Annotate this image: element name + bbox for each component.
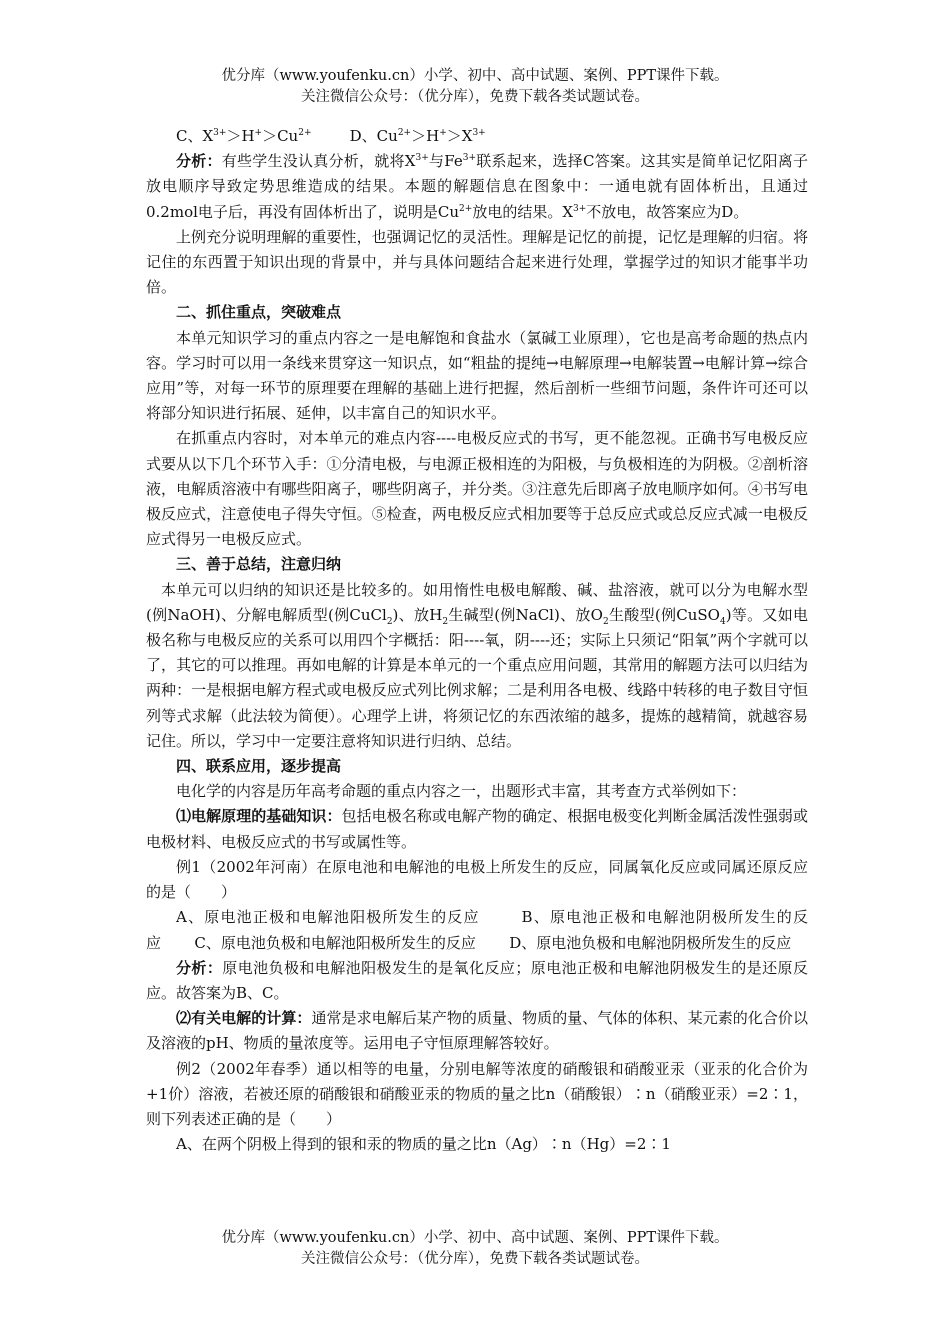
section-4-item-1: ⑴电解原理的基础知识：包括电极名称或电解产物的确定、根据电极变化判断金属活泼性强弱或电极材料、电极反应式的书写或属性等。 <box>146 807 808 851</box>
analysis-label: 分析： <box>176 152 222 171</box>
analysis-paragraph-2: 分析：原电池负极和电解池阳极发生的是氧化反应；原电池正极和电解池阴极发生的是还原反应。故答案为B、C。 <box>146 958 808 1002</box>
page-header <box>0 66 950 108</box>
footer-line-1: 优分库（www.youfenku.cn）小学、初中、高中试题、案例、PPT课件下载。 <box>221 1230 729 1246</box>
example-1-option-a: A、原电池正极和电解池阳极所发生的反应 <box>176 908 480 927</box>
understanding-paragraph: 上例充分说明理解的重要性，也强调记忆的灵活性。理解是记忆的前提，记忆是理解的归宿。将记住的东西置于知识出现的背景中，并与具体问题结合起来进行处理，掌握学过的知识才能事半功倍。 <box>146 227 808 297</box>
analysis-paragraph-1: 分析：有些学生没认真分析，就将$X^{3+}$与$Fe^{3+}$联系起来，选择C答案。这其实是简单记忆阳离子放电顺序导致定势思维造成的结果。本题的解题信息在图象中：一通电就有固体析出，且通过0.2mol电子后，再没有固体析出了，说明是$Cu^{2+}$放电的结果。$X^{3+}$不放电，故答案应为D。 <box>146 152 808 221</box>
section-2-paragraph-2: 在抓重点内容时，对本单元的难点内容----电极反应式的书写，更不能忽视。正确书写电极反应式要从以下几个环节入手：①分清电极，与电源正极相连的为阳极，与负极相连的为阴极。②剖析溶液，电解质溶液中有哪些阳离子，哪些阴离子，并分类。③注意先后即离子放电顺序如何。④书写电极反应式，注意使电子得失守恒。⑤检查，两电极反应式相加要等于总反应式或总反应式减一电极反应式得另一电极反应式。 <box>146 429 808 549</box>
section-4-title: 四、联系应用，逐步提高 <box>176 757 342 776</box>
document-body <box>146 124 808 1157</box>
section-3-title: 三、善于总结，注意归纳 <box>176 555 342 574</box>
section-3-paragraph: 本单元可以归纳的知识还是比较多的。如用惰性电极电解酸、碱、盐溶液，就可以分为电解水型(例NaOH)、分解电解质型(例CuCl$_2$)、放$H_2$生碱型(例NaCl)、放$O_2$生酸型(例CuSO$_4$)等。又如电极名称与电极反应的关系可以用四个字概括：阳----氧，阴----还；实际上只须记“阳氧”两个字就可以了，其它的可以推理。再如电解的计算是本单元的一个重点应用问题，其常用的解题方法可以归结为两种：一是根据电解方程式或电极反应式列比例求解；二是利用各电极、线路中转移的电子数目守恒列等式求解（此法较为简便）。心理学上讲，将须记忆的东西浓缩的越多，提炼的越精简，就越容易记住。所以，学习中一定要注意将知识进行归纳、总结。 <box>146 580 808 750</box>
example-2-question: 例2（2002年春季）通以相等的电量，分别电解等浓度的硝酸银和硝酸亚汞（亚汞的化合价为+1价）溶液，若被还原的硝酸银和硝酸亚汞的物质的量之比n（硝酸银）∶n（硝酸亚汞）=2∶1，则下列表述正确的是（ ） <box>146 1059 808 1128</box>
header-line-1: 优分库（www.youfenku.cn）小学、初中、高中试题、案例、PPT课件下载。 <box>221 68 729 84</box>
example-1-options <box>146 905 808 955</box>
option-c: C、$X^{3+}>H^+>Cu^{2+}$ <box>176 127 312 145</box>
example-1-option-b: B、原电池正极和电解池阴极所发生的反应 <box>146 908 808 952</box>
section-2-title: 二、抓住重点，突破难点 <box>176 303 342 322</box>
section-2-paragraph-1: 本单元知识学习的重点内容之一是电解饱和食盐水（氯碱工业原理），它也是高考命题的热点内容。学习时可以用一条线来贯穿这一知识点，如“粗盐的提纯→电解原理→电解装置→电解计算→综合应用”等，对每一环节的原理要在理解的基础上进行把握，然后剖析一些细节问题，条件许可还可以将部分知识进行拓展、延伸，以丰富自己的知识水平。 <box>146 328 808 423</box>
section-4-intro: 电化学的内容是历年高考命题的重点内容之一，出题形式丰富，其考查方式举例如下： <box>176 782 747 801</box>
option-d: D、$Cu^{2+}>H^+>X^{3+}$ <box>349 127 486 145</box>
example-1-question: 例1（2002年河南）在原电池和电解池的电极上所发生的反应，同属氧化反应或同属还原反应的是（ ） <box>146 857 808 902</box>
example-1-option-d: D、原电池负极和电解池阴极所发生的反应 <box>509 933 792 952</box>
example-2-option-a: A、在两个阴极上得到的银和汞的物质的量之比n（Ag）∶n（Hg）=2∶1 <box>176 1135 671 1154</box>
example-1-option-c: C、原电池负极和电解池阳极所发生的反应 <box>194 933 476 952</box>
section-4-item-2: ⑵有关电解的计算：通常是求电解后某产物的质量、物质的量、气体的体积、某元素的化合价以及溶液的pH、物质的量浓度等。运用电子守恒原理解答较好。 <box>146 1009 808 1053</box>
page-footer <box>0 1228 950 1270</box>
header-line-2: 关注微信公众号：（优分库），免费下载各类试题试卷。 <box>301 89 649 105</box>
footer-line-2: 关注微信公众号：（优分库），免费下载各类试题试卷。 <box>301 1251 649 1267</box>
options-c-d <box>146 124 808 149</box>
